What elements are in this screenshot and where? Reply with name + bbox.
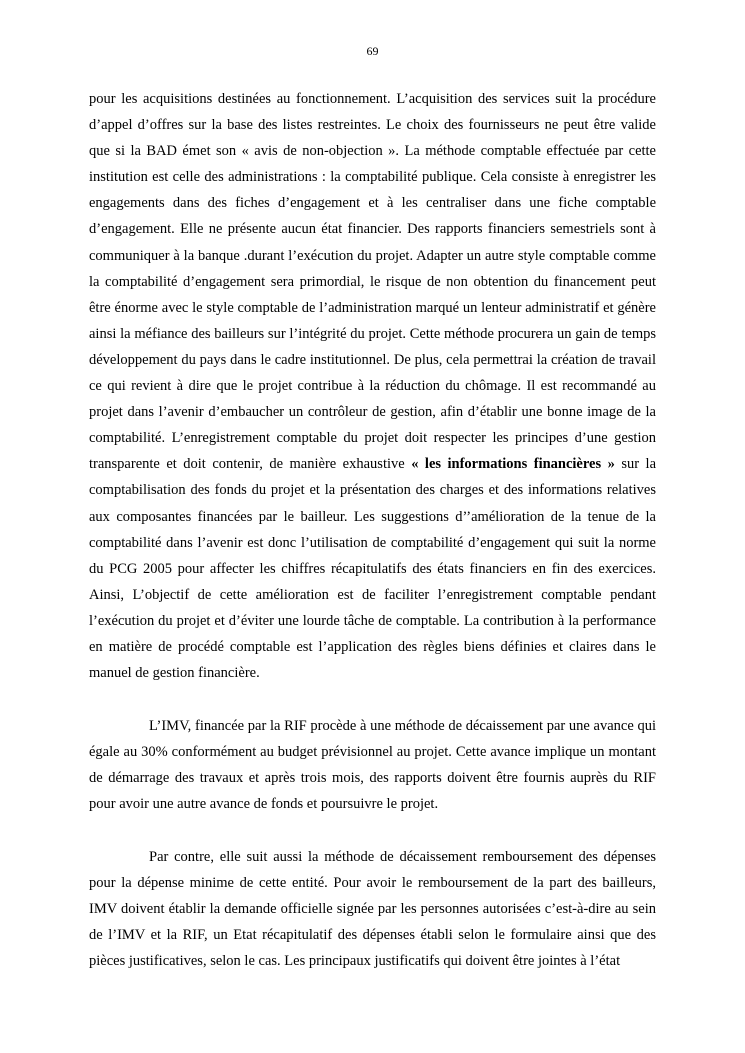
paragraph-text: sur la comptabilisation des fonds du projet et la présentation des charges et des informations relatives aux composantes financées par le bailleur. Les suggestions d’’amélioration de la tenue de la comptabilité dans l’avenir est donc l’utilisation de comptabilité d’engagement qui suit la norme du PCG 2005 pour affecter les chiffres récapitulatifs des états financiers en fin des exercices. Ainsi, L’objectif de cette amélioration est de faciliter l’enregistrement comptable pendant l’exécution du projet et d’éviter une lourde tâche de comptable. La contribution à la performance en matière de procédé comptable est l’application des règles biens définies et claires dans le manuel de gestion financière.: [89, 456, 657, 682]
paragraph-advance-disbursement: L’IMV, financée par la RIF procède à une méthode de décaissement par une avance qui égale au 30% conformément au budget prévisionnel au projet. Cette avance implique un montant de démarrage des travaux et après trois mois, des rapports doivent être fournis auprès du RIF pour avoir une autre avance de fonds et poursuivre le projet.: [89, 717, 656, 813]
page-number: 69: [366, 44, 379, 58]
paragraph-accounting-method: [89, 86, 656, 686]
emphasized-text: « les informations financières »: [411, 456, 615, 473]
paragraph-text: pour les acquisitions destinées au fonctionnement. L’acquisition des services suit la procédure d’appel d’offres sur la base des listes restreintes. Le choix des fournisseurs ne peut être valide que si la BAD émet son « avis de non-objection ». La méthode comptable effectuée par cette institution est celle des administrations : la comptabilité publique. Cela consiste à enregistrer les engagements dans des fiches d’engagement et à les centraliser dans une fiche comptable d’engagement. Elle ne présente aucun état financier. Des rapports financiers semestriels sont à communiquer à la banque .durant l’exécution du projet. Adapter un autre style comptable comme la comptabilité d’engagement sera primordial, le risque de non obtention du financement peut être énorme avec le style comptable de l’administration marqué un lenteur administratif et génère ainsi la méfiance des bailleurs sur l’intégrité du projet. Cette méthode procurera un gain de temps développement du pays dans le cadre institutionnel. De plus, cela permettrai la création de travail ce qui revient à dire que le projet contribue à la réduction du chômage. Il est recommandé au projet dans l’avenir d’embaucher un contrôleur de gestion, afin d’établir une bonne image de la comptabilité. L’enregistrement comptable du projet doit respecter les principes d’une gestion transparente et doit contenir, de manière exhaustive: [89, 91, 656, 473]
paragraph-reimbursement: Par contre, elle suit aussi la méthode de décaissement remboursement des dépenses pour la dépense minime de cette entité. Pour avoir le remboursement de la part des bailleurs, IMV doivent établir la demande officielle signée par les personnes autorisées c’est-à-dire au sein de l’IMV et la RIF, un Etat récapitulatif des dépenses établi selon le formulaire ainsi que des pièces justificatives, selon le cas. Les principaux justificatifs qui doivent être jointes à l’état: [89, 848, 656, 970]
document-body: [89, 86, 656, 974]
